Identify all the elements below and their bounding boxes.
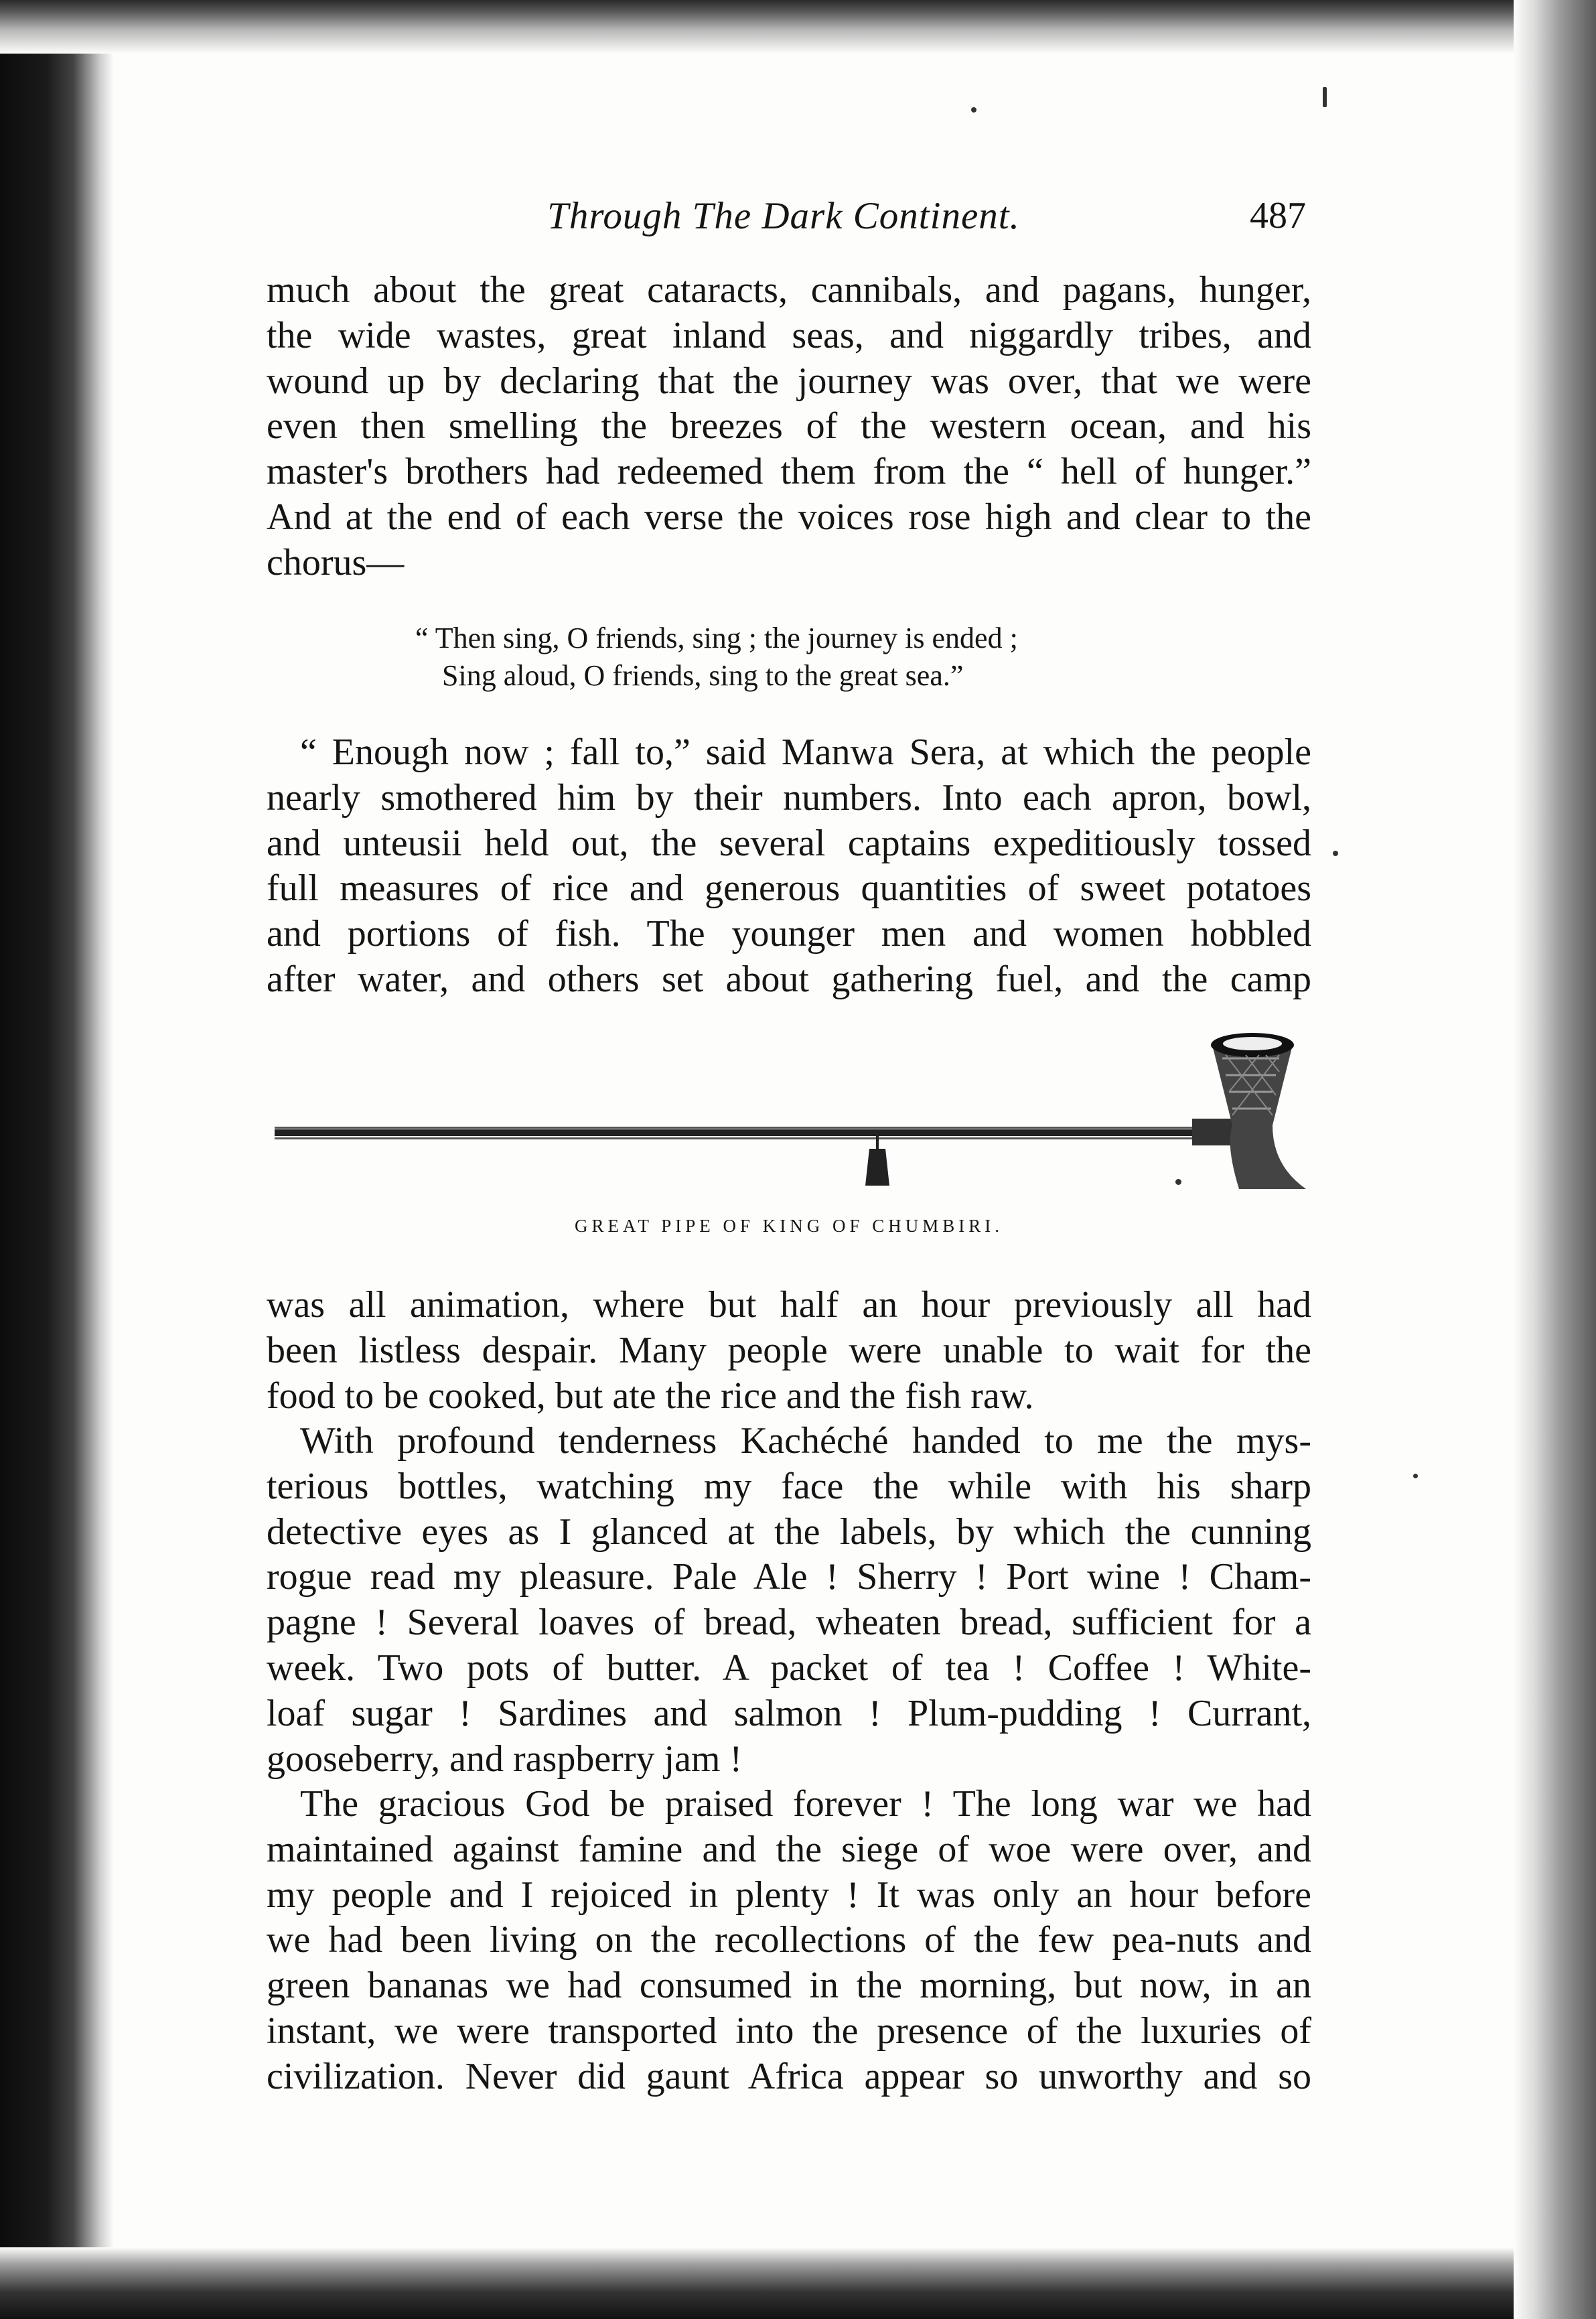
text-line: even then smelling the breezes of the western ocean, and his	[267, 405, 1311, 447]
text-line: civilization. Never did gaunt Africa appear so unworthy and so	[267, 2055, 1311, 2097]
scan-speck	[1323, 87, 1327, 107]
paragraph	[267, 268, 1311, 586]
text-line: pagne ! Several loaves of bread, wheaten bread, sufficient for a	[267, 1602, 1311, 1644]
text-line: week. Two pots of butter. A packet of tea ! Coffee ! White-	[267, 1646, 1311, 1689]
verse-line: Sing aloud, O friends, sing to the great sea.”	[442, 659, 964, 692]
running-title: Through The Dark Continent.	[547, 195, 1020, 237]
scan-right-edge	[1514, 0, 1596, 2319]
text-line: master's brothers had redeemed them from the “ hell of hunger.”	[267, 451, 1311, 493]
text-line: was all animation, where but half an hour previously all had	[267, 1284, 1311, 1326]
text-line: gooseberry, and raspberry jam !	[267, 1738, 743, 1780]
text-line: And at the end of each verse the voices rose high and clear to the	[267, 496, 1311, 538]
text-line: much about the great cataracts, cannibals, and pagans, hunger,	[267, 269, 1311, 311]
scan-speck	[1413, 1474, 1418, 1478]
text-line: green bananas we had consumed in the morning, but now, in an	[267, 1965, 1311, 2007]
text-line: we had been living on the recollections of the few pea-nuts and	[267, 1919, 1311, 1961]
page-number: 487	[1250, 195, 1306, 236]
scan-top-edge	[0, 0, 1596, 54]
text-line: chorus—	[267, 541, 405, 583]
illustration-caption: GREAT PIPE OF KING OF CHUMBIRI.	[574, 1216, 1004, 1236]
text-line: been listless despair. Many people were unable to wait for the	[267, 1329, 1311, 1371]
scan-bottom-edge	[0, 2247, 1596, 2319]
page-header	[261, 194, 1306, 248]
text-line: With profound tenderness Kachéché handed to me the mys-	[300, 1420, 1311, 1462]
verse-chorus	[415, 620, 1219, 695]
text-line: wound up by declaring that the journey was over, that we were	[267, 360, 1311, 402]
text-line: and unteusii held out, the several captains expeditiously tossed	[267, 822, 1311, 864]
text-line: terious bottles, watching my face the while with his sharp	[267, 1465, 1311, 1507]
great-pipe-illustration	[275, 1025, 1319, 1199]
paragraph	[267, 730, 1311, 1003]
text-line: the wide wastes, great inland seas, and niggardly tribes, and	[267, 314, 1311, 356]
verse-line: “ Then sing, O friends, sing ; the journey is ended ;	[415, 622, 1018, 654]
text-line: my people and I rejoiced in plenty ! It was only an hour before	[267, 1874, 1311, 1916]
text-line: instant, we were transported into the presence of the luxuries of	[267, 2010, 1311, 2052]
scan-speck	[1333, 851, 1338, 856]
text-line: full measures of rice and generous quantities of sweet potatoes	[267, 867, 1311, 910]
text-line: food to be cooked, but ate the rice and the fish raw.	[267, 1375, 1034, 1417]
text-line: maintained against famine and the siege of woe were over, and	[267, 1828, 1311, 1870]
text-line: nearly smothered him by their numbers. Into each apron, bowl,	[267, 776, 1311, 819]
scan-speck	[971, 107, 976, 113]
text-line: rogue read my pleasure. Pale Ale ! Sherry ! Port wine ! Cham-	[267, 1556, 1311, 1598]
paragraph	[267, 1283, 1311, 1419]
paragraph	[267, 1419, 1311, 1782]
paragraph	[267, 1782, 1311, 2100]
text-line: “ Enough now ; fall to,” said Manwa Sera, at which the people	[300, 731, 1311, 773]
text-line: after water, and others set about gathering fuel, and the camp	[267, 958, 1311, 1000]
text-line: loaf sugar ! Sardines and salmon ! Plum-pudding ! Currant,	[267, 1692, 1311, 1734]
text-line: detective eyes as I glanced at the labels, by which the cunning	[267, 1510, 1311, 1553]
text-line: and portions of fish. The younger men and women hobbled	[267, 913, 1311, 955]
scan-left-edge	[0, 0, 114, 2319]
text-line: The gracious God be praised forever ! The long war we had	[300, 1783, 1311, 1825]
